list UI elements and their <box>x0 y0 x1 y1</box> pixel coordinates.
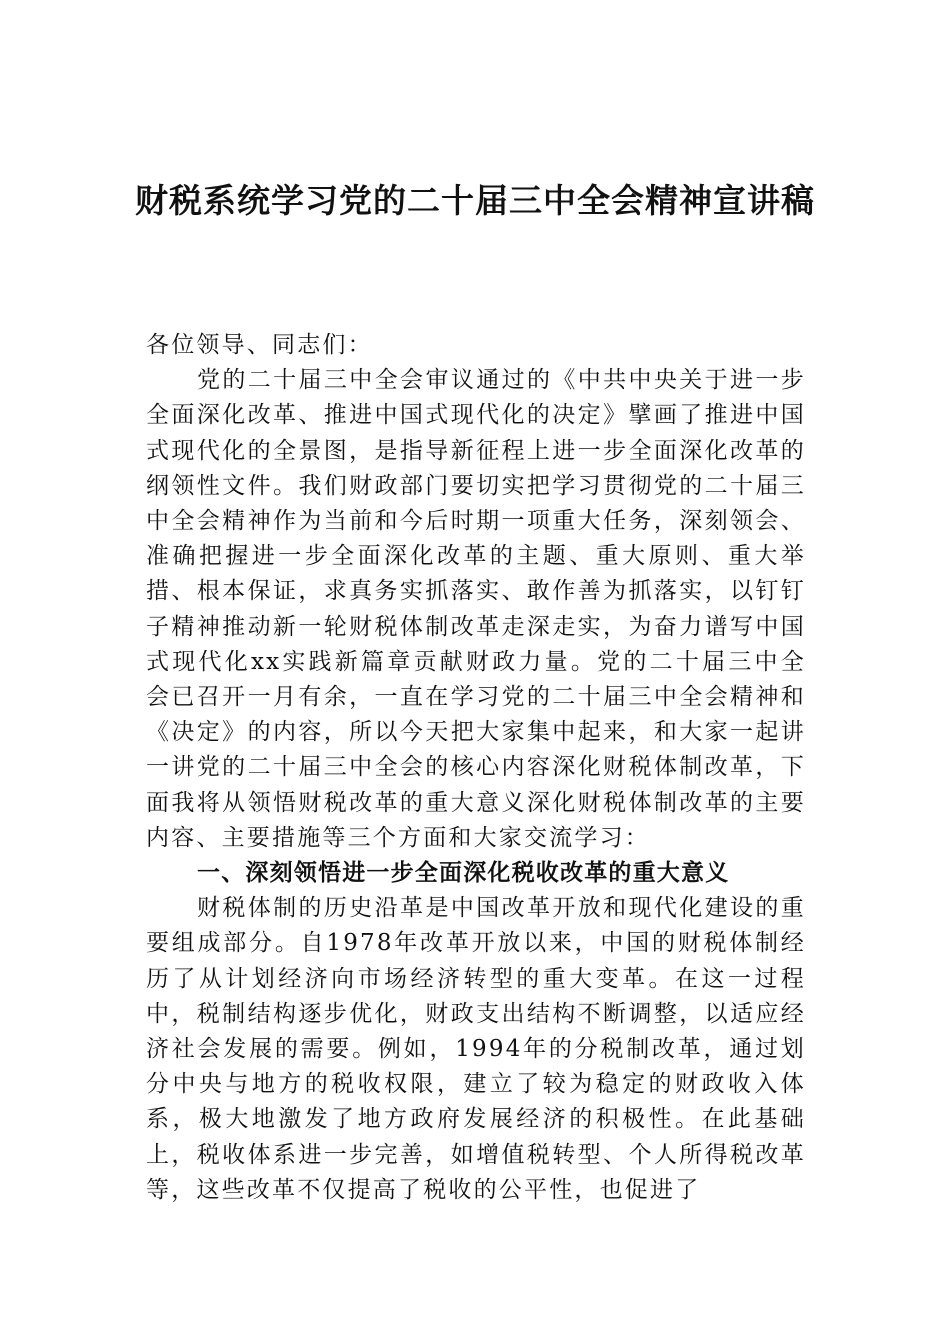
document-title: 财税系统学习党的二十届三中全会精神宣讲稿 <box>135 181 815 220</box>
section-paragraph: 财税体制的历史沿革是中国改革开放和现代化建设的重要组成部分。自1978年改革开放以来，中国的财税体制经历了从计划经济向市场经济转型的重大变革。在这一过程中，税制结构逐步优化，财政支出结构不断调整，以适应经济社会发展的需要。例如，1994年的分税制改革，通过划分中央与地方的税收权限，建立了较为稳定的财政收入体系，极大地激发了地方政府发展经济的积极性。在此基础上，税收体系进一步完善，如增值税转型、个人所得税改革等，这些改革不仅提高了税收的公平性，也促进了 <box>146 895 806 1203</box>
document-body <box>146 328 806 1208</box>
intro-paragraph: 党的二十届三中全会审议通过的《中共中央关于进一步全面深化改革、推进中国式现代化的决定》擘画了推进中国式现代化的全景图，是指导新征程上进一步全面深化改革的纲领性文件。我们财政部门要切实把学习贯彻党的二十届三中全会精神作为当前和今后时期一项重大任务，深刻领会、准确把握进一步全面深化改革的主题、重大原则、重大举措、根本保证，求真务实抓落实、敢作善为抓落实，以钉钉子精神推动新一轮财税体制改革走深走实，为奋力谱写中国式现代化xx实践新篇章贡献财政力量。党的二十届三中全会已召开一月有余，一直在学习党的二十届三中全会精神和《决定》的内容，所以今天把大家集中起来，和大家一起讲一讲党的二十届三中全会的核心内容深化财税体制改革，下面我将从领悟财税改革的重大意义深化财税体制改革的主要内容、主要措施等三个方面和大家交流学习： <box>146 367 806 851</box>
section-heading: 一、深刻领悟进一步全面深化税收改革的重大意义 <box>197 860 730 887</box>
salutation: 各位领导、同志们： <box>146 332 373 358</box>
